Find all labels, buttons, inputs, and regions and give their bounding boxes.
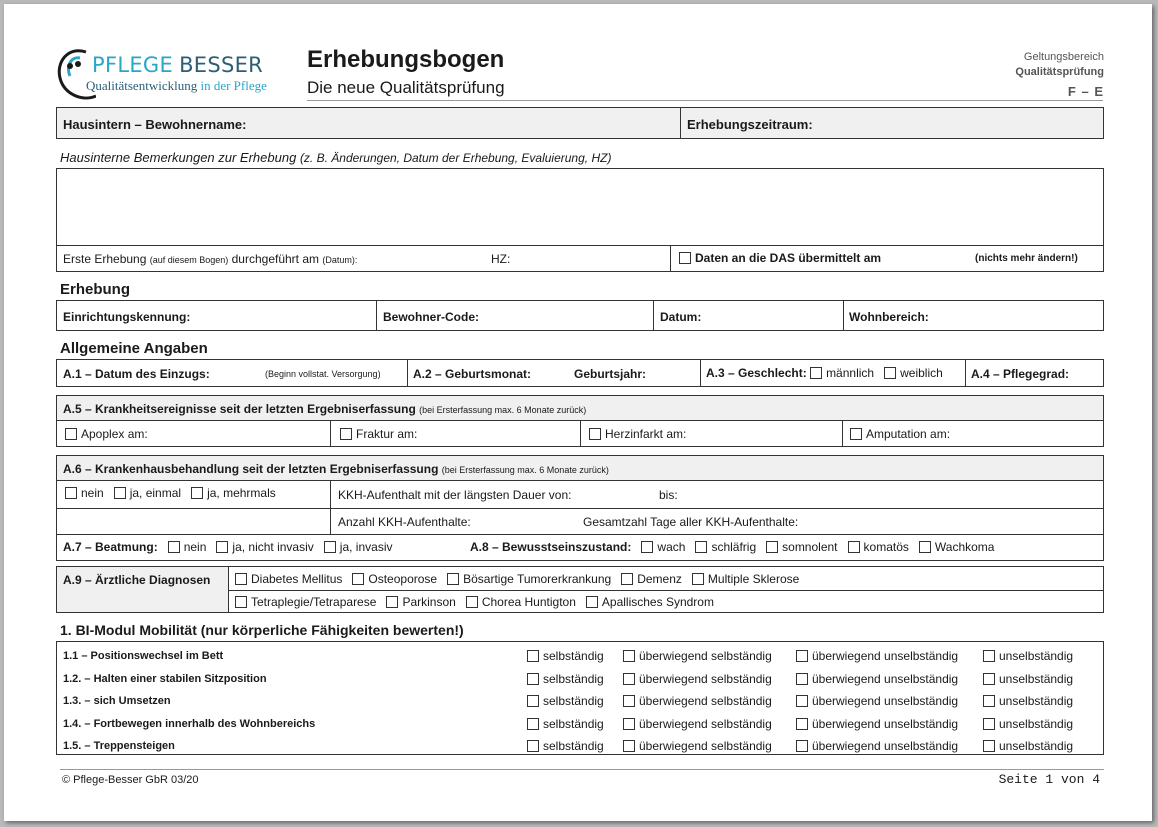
mobility-option-label: selbständig <box>543 739 604 754</box>
mobility-option-checkbox[interactable] <box>623 740 635 752</box>
mobility-option-checkbox[interactable] <box>527 673 539 685</box>
page-subtitle: Die neue Qualitätsprüfung <box>307 78 505 97</box>
resident-code-label: Bewohner-Code: <box>383 310 479 324</box>
mobility-option-label: überwiegend unselbständig <box>812 671 959 686</box>
mobility-option-checkbox[interactable] <box>527 650 539 662</box>
form-code: F – E <box>1067 84 1104 99</box>
facility-id-label: Einrichtungskennung: <box>63 310 191 324</box>
a7-label: A.7 – Beatmung <box>63 540 154 554</box>
mobility-option <box>623 672 772 686</box>
kkh-no-checkbox[interactable] <box>65 487 77 499</box>
ventilation-invasive-checkbox[interactable] <box>324 541 336 553</box>
mobility-option-checkbox[interactable] <box>983 650 995 662</box>
mobility-option-label: unselbständig <box>999 649 1074 663</box>
mobility-option-checkbox[interactable] <box>527 740 539 752</box>
das-note: (nichts mehr ändern!) <box>975 253 1078 264</box>
mobility-option-checkbox[interactable] <box>527 718 539 730</box>
mobility-option-checkbox[interactable] <box>796 718 808 730</box>
resident-name-row <box>56 107 1104 139</box>
mobility-option <box>983 694 1073 708</box>
mobility-option <box>527 717 604 731</box>
mobility-option-label: selbständig <box>543 694 604 709</box>
mobility-option <box>983 672 1073 686</box>
mobility-option-label: selbständig <box>543 649 604 663</box>
mobility-option <box>983 739 1073 753</box>
mobility-option-label: überwiegend unselbständig <box>812 739 959 754</box>
scope-label: Geltungsbereich <box>1023 51 1104 63</box>
mobility-option <box>527 649 604 663</box>
a6-box: A.6 – Krankenhausbehandlung seit der letzten Ergebniserfassung (bei Ersterfassung max. 6 Monate zurück) nein ja, einmal ja, mehrmals KKH-Aufenthalt mit der längsten Dauer von: bis: Anzahl KKH-Aufenthalte: Gesamtzahl Tage aller KKH-Aufenthalte: A.7 – Beatmung: nein ja, nicht invasiv ja, invasiv A.8 – Bewusstseinszustand: wach schläfrig somnolent komatös Wachkoma <box>56 455 1104 561</box>
kkh-multiple-checkbox[interactable] <box>191 487 203 499</box>
copyright: © Pflege-Besser GbR 03/20 <box>62 774 199 786</box>
mobility-option-label: überwiegend selbständig <box>639 649 772 663</box>
awake-checkbox[interactable] <box>641 541 653 553</box>
mobility-option <box>796 694 958 708</box>
hz-label: HZ: <box>491 252 511 266</box>
mobility-option <box>796 672 958 686</box>
company-logo <box>56 44 286 106</box>
a1-label: A.1 – Datum des Einzugs: <box>63 367 210 381</box>
resident-name-label: Hausintern – Bewohnername: <box>63 117 247 132</box>
a5-label: A.5 – Krankheitsereignisse seit der letzten Ergebniserfassung (bei Ersterfassung max. 6 Monate zurück) <box>63 402 587 416</box>
scope-block <box>1015 50 1104 99</box>
chorea-checkbox[interactable] <box>466 596 478 608</box>
mobility-option-label: selbständig <box>543 716 604 731</box>
herzinfarkt-checkbox[interactable] <box>589 428 601 440</box>
mobility-option <box>796 649 958 663</box>
mobility-option-label: überwiegend selbständig <box>639 671 772 686</box>
mobility-option-checkbox[interactable] <box>623 650 635 662</box>
fraktur-checkbox[interactable] <box>340 428 352 440</box>
das-checkbox[interactable] <box>679 252 691 264</box>
mobility-option-checkbox[interactable] <box>796 650 808 662</box>
mobility-row <box>57 691 1103 713</box>
first-survey-label: Erste Erhebung (auf diesem Bogen) durchgeführt am (Datum): <box>63 252 358 266</box>
logo-brand-2: BESSER <box>179 53 264 77</box>
mobility-option-label: überwiegend selbständig <box>639 716 772 731</box>
a1-note: (Beginn vollstat. Versorgung) <box>265 369 381 379</box>
kkh-count-label: Anzahl KKH-Aufenthalte: <box>338 515 471 529</box>
ventilation-no-checkbox[interactable] <box>168 541 180 553</box>
remarks-box[interactable] <box>56 168 1104 272</box>
a2-label: A.2 – Geburtsmonat: <box>413 367 532 381</box>
page-number: Seite 1 von 4 <box>998 772 1100 787</box>
mobility-option <box>527 694 604 708</box>
kkh-total-days-label: Gesamtzahl Tage aller KKH-Aufenthalte: <box>583 515 799 529</box>
mobility-option-checkbox[interactable] <box>983 718 995 730</box>
mobility-row <box>57 669 1103 691</box>
mobility-option-checkbox[interactable] <box>983 673 995 685</box>
section-erhebung: Erhebung <box>60 281 130 298</box>
mobility-option-checkbox[interactable] <box>796 695 808 707</box>
mobility-option-label: überwiegend unselbständig <box>812 694 959 709</box>
erhebung-row <box>56 300 1104 331</box>
apoplex-checkbox[interactable] <box>65 428 77 440</box>
mobility-item-label: 1.5. – Treppensteigen <box>63 740 175 753</box>
mobilitaet-table <box>56 641 1104 755</box>
vegetative-checkbox[interactable] <box>919 541 931 553</box>
comatose-checkbox[interactable] <box>848 541 860 553</box>
mobility-option-label: überwiegend unselbständig <box>812 716 959 731</box>
kkh-longest-label: KKH-Aufenthalt mit der längsten Dauer von: <box>338 488 572 502</box>
logo-brand-1: PFLEGE <box>92 53 174 77</box>
a9-label: A.9 – Ärztliche Diagnosen <box>63 573 211 587</box>
mobility-item-label: 1.1 – Positionswechsel im Bett <box>63 650 224 662</box>
a3-label: A.3 – Geschlecht: <box>706 366 807 380</box>
male-checkbox[interactable] <box>810 367 822 379</box>
mobility-option-checkbox[interactable] <box>796 740 808 752</box>
a8-label: A.8 – Bewusstseinszustand <box>470 540 628 554</box>
period-label: Erhebungszeitraum: <box>687 117 813 132</box>
mobility-option <box>623 649 772 663</box>
date-label: Datum: <box>660 310 702 324</box>
drowsy-checkbox[interactable] <box>695 541 707 553</box>
mobility-option <box>527 739 604 753</box>
a5-box: A.5 – Krankheitsereignisse seit der letzten Ergebniserfassung (bei Ersterfassung max. 6 Monate zurück) Apoplex am: Fraktur am: Herzinfarkt am: Amputation am: <box>56 395 1104 447</box>
tetraplegie-checkbox[interactable] <box>235 596 247 608</box>
mobility-item-label: 1.3. – sich Umsetzen <box>63 695 171 708</box>
mobility-option <box>983 649 1073 663</box>
scope-value: Qualitätsprüfung <box>1015 66 1104 78</box>
parkinson-checkbox[interactable] <box>386 596 398 608</box>
apallisch-checkbox[interactable] <box>586 596 598 608</box>
amputation-checkbox[interactable] <box>850 428 862 440</box>
kkh-bis-label: bis: <box>659 488 678 502</box>
mobility-row <box>57 736 1103 758</box>
mobility-option-label: unselbständig <box>999 716 1074 731</box>
mobility-option <box>623 694 772 708</box>
ms-checkbox[interactable] <box>692 573 704 585</box>
osteoporose-checkbox[interactable] <box>352 573 364 585</box>
logo-tagline-2: in der Pflege <box>200 78 267 93</box>
mobility-option-checkbox[interactable] <box>796 673 808 685</box>
form-page <box>4 4 1152 821</box>
mobility-option-checkbox[interactable] <box>623 695 635 707</box>
logo-tagline-1: Qualitätsentwicklung <box>86 78 198 93</box>
mobility-item-label: 1.2. – Halten einer stabilen Sitzposition <box>63 672 267 685</box>
living-area-label: Wohnbereich: <box>849 310 929 324</box>
mobility-option-checkbox[interactable] <box>623 673 635 685</box>
demenz-checkbox[interactable] <box>621 573 633 585</box>
mobility-option-label: überwiegend unselbständig <box>812 649 959 663</box>
mobility-option <box>796 739 958 753</box>
mobility-option-checkbox[interactable] <box>983 695 995 707</box>
logo-swirl-icon <box>56 44 96 104</box>
page-title: Erhebungsbogen <box>307 46 505 73</box>
diabetes-checkbox[interactable] <box>235 573 247 585</box>
section-allgemeine-angaben: Allgemeine Angaben <box>60 340 208 357</box>
mobility-option-label: unselbständig <box>999 694 1074 709</box>
mobility-option-checkbox[interactable] <box>623 718 635 730</box>
section-mobilitaet: 1. BI-Modul Mobilität (nur körperliche Fähigkeiten bewerten!) <box>60 622 464 638</box>
header-divider <box>307 100 1103 101</box>
mobility-option <box>623 739 772 753</box>
tumor-checkbox[interactable] <box>447 573 459 585</box>
a9-box: A.9 – Ärztliche Diagnosen Diabetes Mellitus Osteoporose Bösartige Tumorerkrankung Demenz Multiple Sklerose Tetraplegie/Tetraparese Parkinson Chorea Huntigton Apallisches Syndrom <box>56 566 1104 613</box>
a4-label: A.4 – Pflegegrad: <box>971 367 1070 381</box>
das-label: Daten an die DAS übermittelt am <box>695 251 882 265</box>
mobility-option-label: unselbständig <box>999 671 1074 686</box>
ventilation-noninvasive-checkbox[interactable] <box>216 541 228 553</box>
a1-a4-row: A.1 – Datum des Einzugs: (Beginn vollstat. Versorgung) A.2 – Geburtsmonat: Geburtsjahr: A.3 – Geschlecht: männlich weiblich A.4 – Pflegegrad: <box>56 359 1104 387</box>
kkh-once-checkbox[interactable] <box>114 487 126 499</box>
mobility-option-label: überwiegend selbständig <box>639 694 772 709</box>
mobility-row <box>57 714 1103 736</box>
remarks-title: Hausinterne Bemerkungen zur Erhebung (z. B. Änderungen, Datum der Erhebung, Evaluierung, HZ) <box>60 150 612 165</box>
female-checkbox[interactable] <box>884 367 896 379</box>
mobility-option-label: selbständig <box>543 671 604 686</box>
mobility-option <box>983 717 1073 731</box>
somnolent-checkbox[interactable] <box>766 541 778 553</box>
mobility-option-label: überwiegend selbständig <box>639 739 772 754</box>
mobility-row <box>57 646 1103 668</box>
a6-label: A.6 – Krankenhausbehandlung seit der letzten Ergebniserfassung (bei Ersterfassung max. 6 Monate zurück) <box>63 462 609 476</box>
mobility-option-checkbox[interactable] <box>983 740 995 752</box>
mobility-option <box>623 717 772 731</box>
a2-year-label: Geburtsjahr: <box>574 367 647 381</box>
mobility-option-checkbox[interactable] <box>527 695 539 707</box>
mobility-option <box>527 672 604 686</box>
mobility-option-label: unselbständig <box>999 739 1074 754</box>
mobility-option <box>796 717 958 731</box>
mobility-item-label: 1.4. – Fortbewegen innerhalb des Wohnbereichs <box>63 717 316 730</box>
